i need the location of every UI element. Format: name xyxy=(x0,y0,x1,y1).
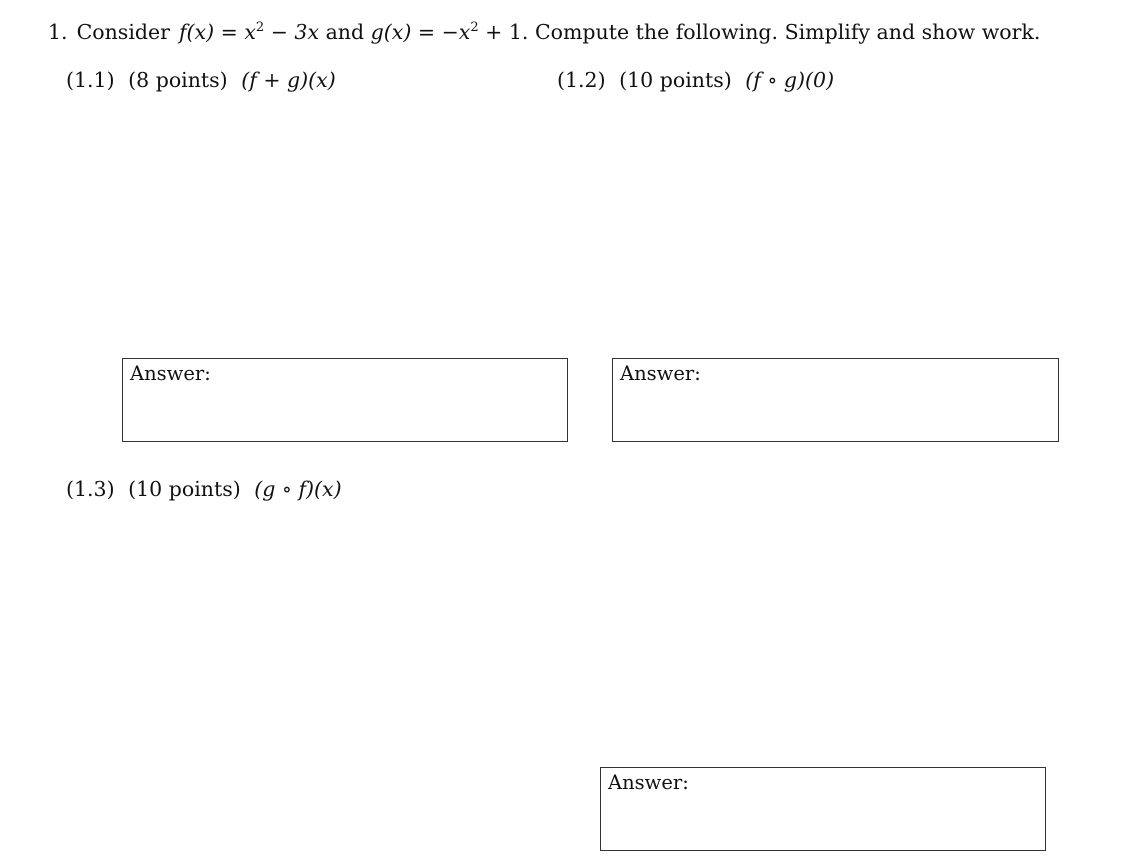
equals-sign-2: = xyxy=(417,20,436,44)
question-instructions: Compute the following. Simplify and show work. xyxy=(534,20,1041,44)
part-points: (10 points) xyxy=(619,68,732,92)
and-word: and xyxy=(325,20,365,44)
part-expression: (f ∘ g)(0) xyxy=(745,68,835,92)
g-definition-base: −x xyxy=(441,20,471,44)
answer-label: Answer: xyxy=(130,362,211,385)
question-number: 1. xyxy=(48,20,68,44)
part-1-1 xyxy=(66,68,336,92)
answer-box-1-2[interactable] xyxy=(612,358,1059,442)
g-definition-lhs: g(x) xyxy=(370,20,412,44)
part-1-3 xyxy=(66,477,342,501)
equals-sign: = xyxy=(220,20,238,44)
question-statement xyxy=(48,16,1040,44)
g-definition-rest: + 1. xyxy=(485,20,529,44)
answer-box-1-1[interactable] xyxy=(122,358,568,442)
part-points: (10 points) xyxy=(128,477,241,501)
f-definition-exponent: 2 xyxy=(255,20,265,35)
part-expression: (g ∘ f)(x) xyxy=(254,477,342,501)
answer-label: Answer: xyxy=(620,362,701,385)
g-definition-exponent: 2 xyxy=(470,20,479,35)
answer-box-1-3[interactable] xyxy=(600,767,1046,851)
part-label: (1.1) xyxy=(66,68,115,92)
part-1-2 xyxy=(557,68,834,92)
f-definition-rest: − 3x xyxy=(270,20,320,44)
f-definition-base: x xyxy=(244,20,256,44)
part-expression: (f + g)(x) xyxy=(241,68,336,92)
part-label: (1.2) xyxy=(557,68,606,92)
part-points: (8 points) xyxy=(128,68,228,92)
question-intro: Consider xyxy=(76,20,170,44)
f-definition-lhs: f(x) xyxy=(178,20,215,44)
part-label: (1.3) xyxy=(66,477,115,501)
answer-label: Answer: xyxy=(608,771,689,794)
